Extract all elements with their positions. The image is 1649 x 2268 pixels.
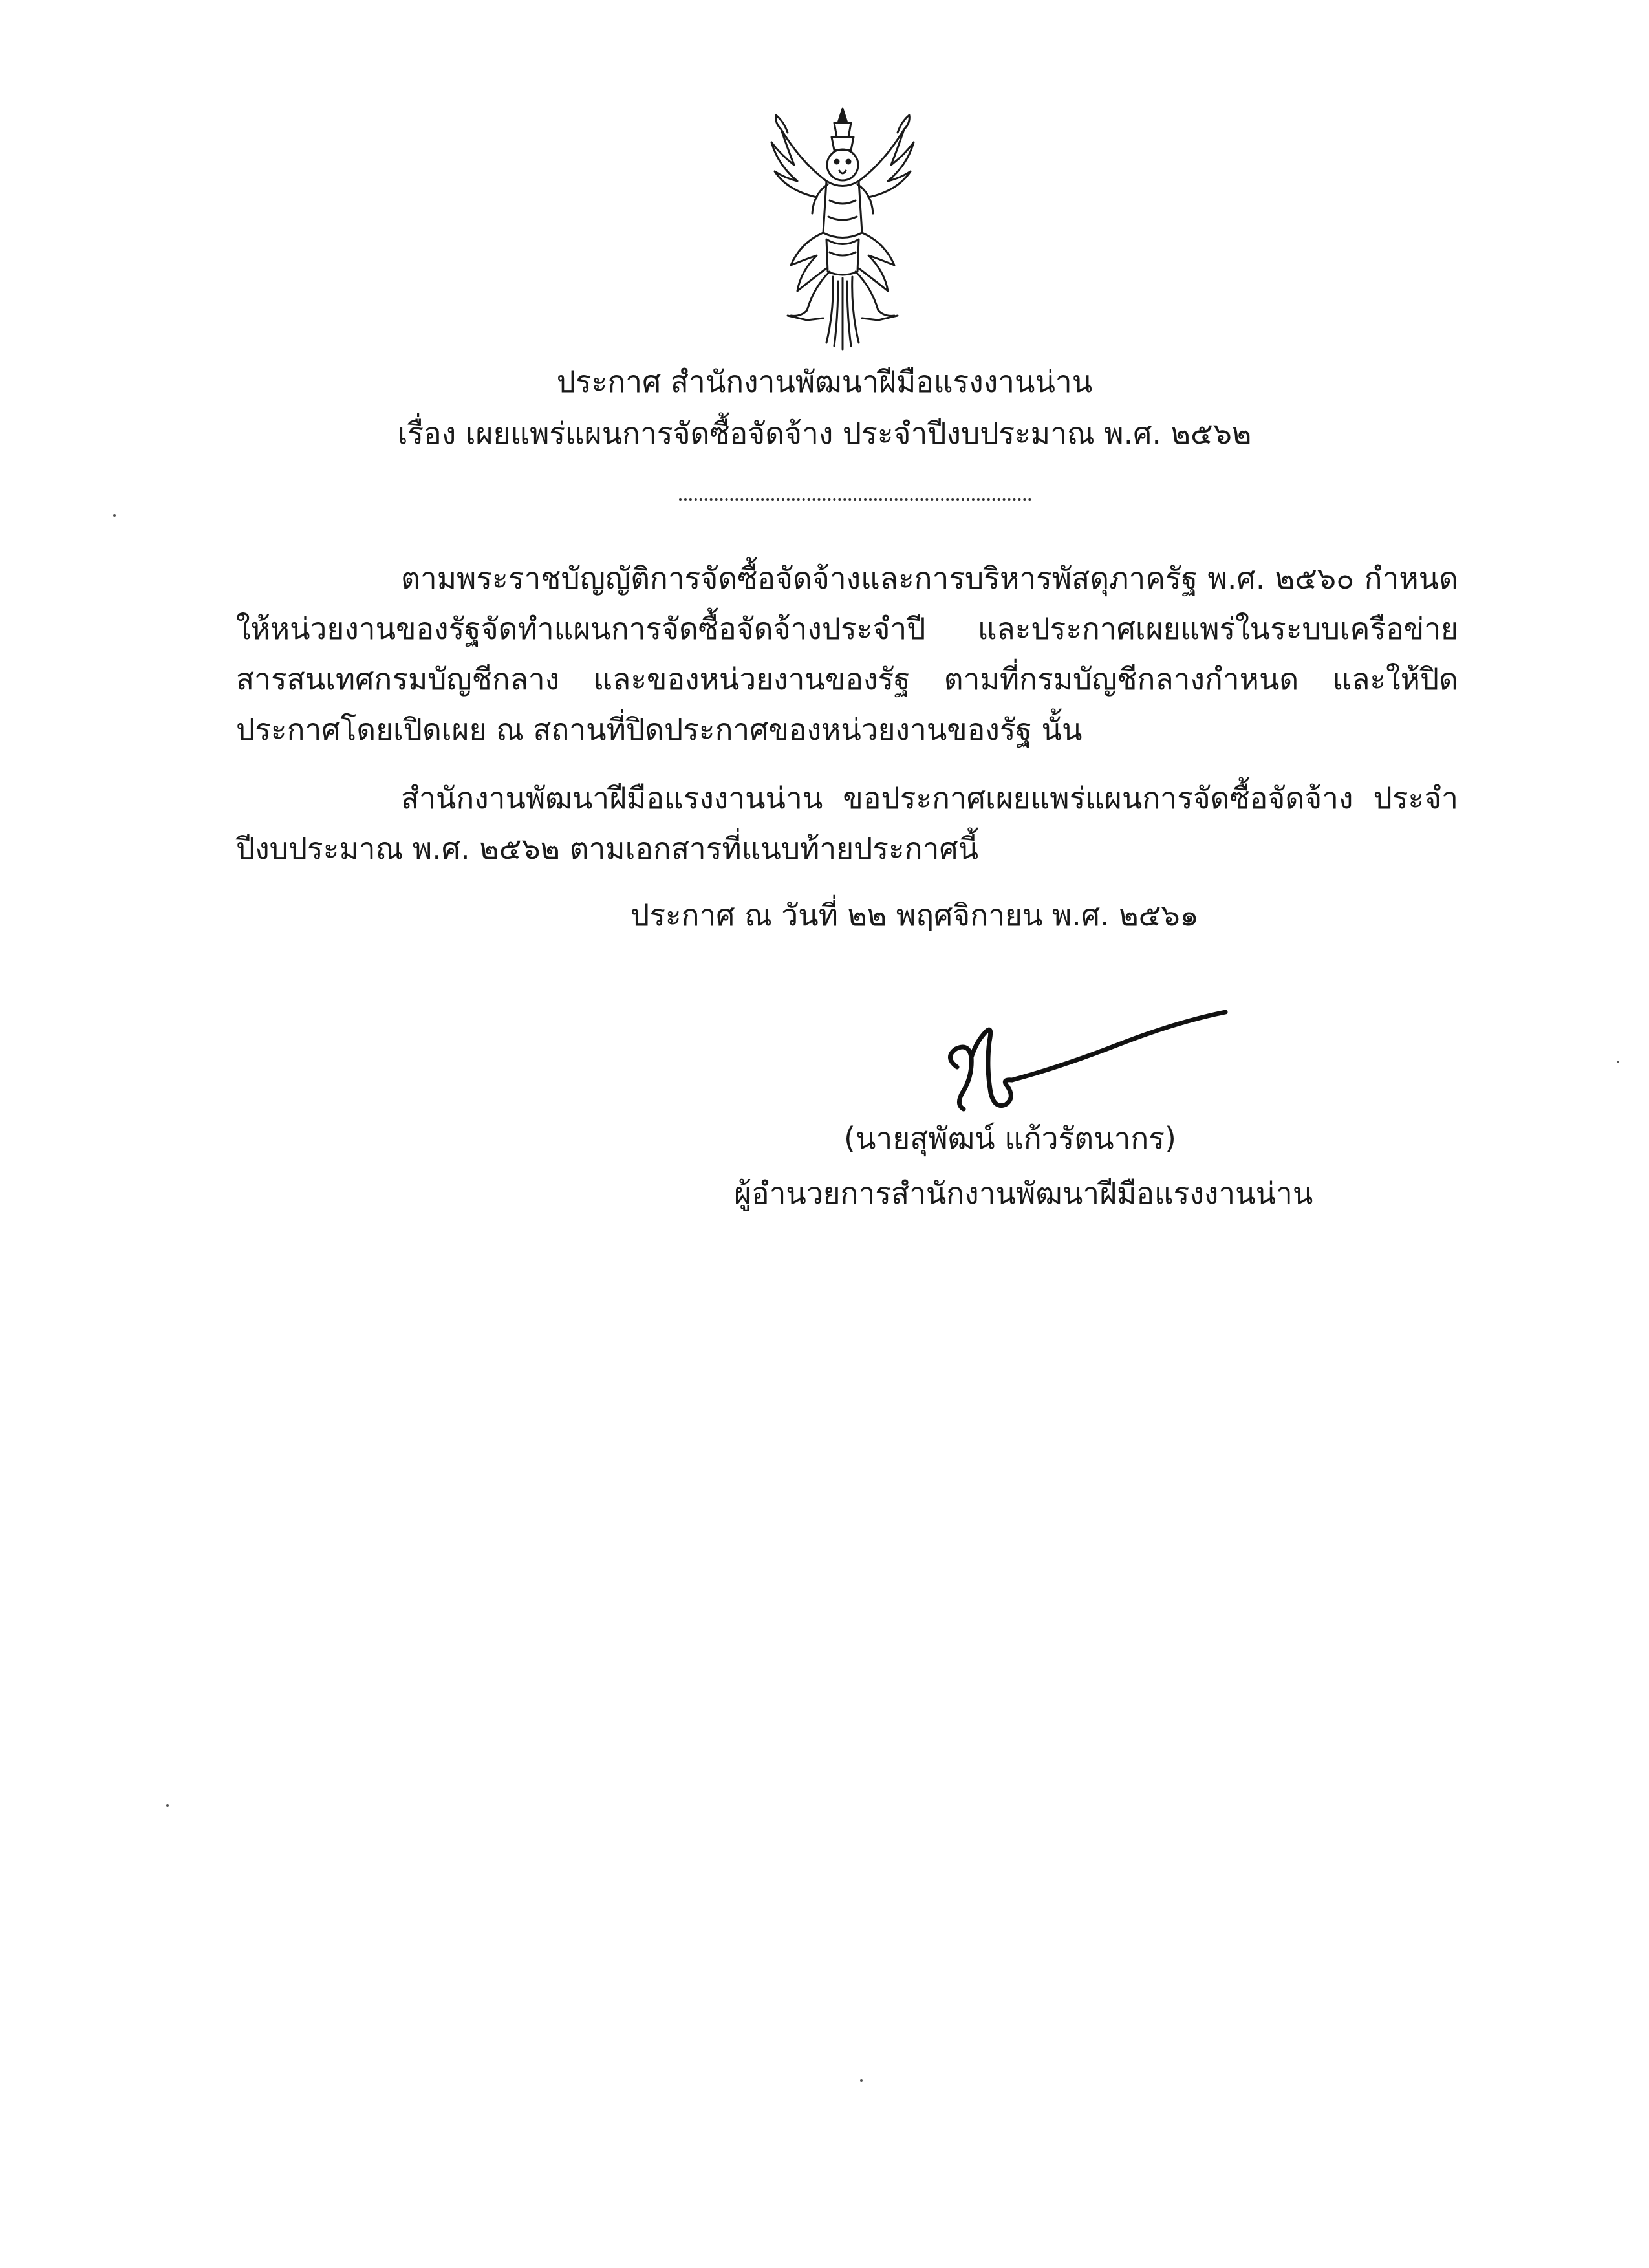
announcement-date: ประกาศ ณ วันที่ ๒๒ พฤศจิกายน พ.ศ. ๒๕๖๑	[630, 898, 1199, 933]
body-paragraph-1-text: ตามพระราชบัญญัติการจัดซื้อจัดจ้างและการบริหารพัสดุภาครัฐ พ.ศ. ๒๕๖๐ กำหนดให้หน่วยงานของรัฐจัดทำแผนการจัดซื้อจัดจ้างประจำปี และประกาศเผยแพร่ในระบบเครือข่ายสารสนเทศกรมบัญชีกลาง และของหน่วยงานของรัฐ ตามที่กรมบัญชีกลางกำหนด และให้ปิดประกาศโดยเปิดเผย ณ สถานที่ปิดประกาศของหน่วยงานของรัฐ นั้น	[236, 561, 1458, 747]
signer-name: (นายสุพัฒน์ แก้วรัตนากร)	[844, 1121, 1176, 1156]
body-paragraph-2	[236, 773, 1458, 874]
body-paragraph-2-text: สำนักงานพัฒนาฝีมือแรงงานน่าน ขอประกาศเผยแพร่แผนการจัดซื้อจัดจ้าง ประจำปีงบประมาณ พ.ศ. ๒๕๖๒ ตามเอกสารที่แนบท้ายประกาศนี้	[236, 781, 1458, 866]
scan-speck	[113, 514, 116, 517]
scan-speck	[860, 2079, 863, 2082]
dotted-divider	[679, 498, 1031, 501]
garuda-emblem-icon	[762, 103, 923, 352]
announcement-title: ประกาศ สำนักงานพัฒนาฝีมือแรงงานน่าน	[556, 364, 1093, 399]
handwritten-signature	[931, 996, 1235, 1119]
body-paragraph-1	[236, 553, 1458, 755]
scan-speck	[166, 1804, 169, 1807]
announcement-subject: เรื่อง เผยแพร่แผนการจัดซื้อจัดจ้าง ประจำปีงบประมาณ พ.ศ. ๒๕๖๒	[397, 416, 1252, 451]
signer-position: ผู้อำนวยการสำนักงานพัฒนาฝีมือแรงงานน่าน	[734, 1176, 1313, 1211]
scan-speck	[1617, 1061, 1619, 1063]
